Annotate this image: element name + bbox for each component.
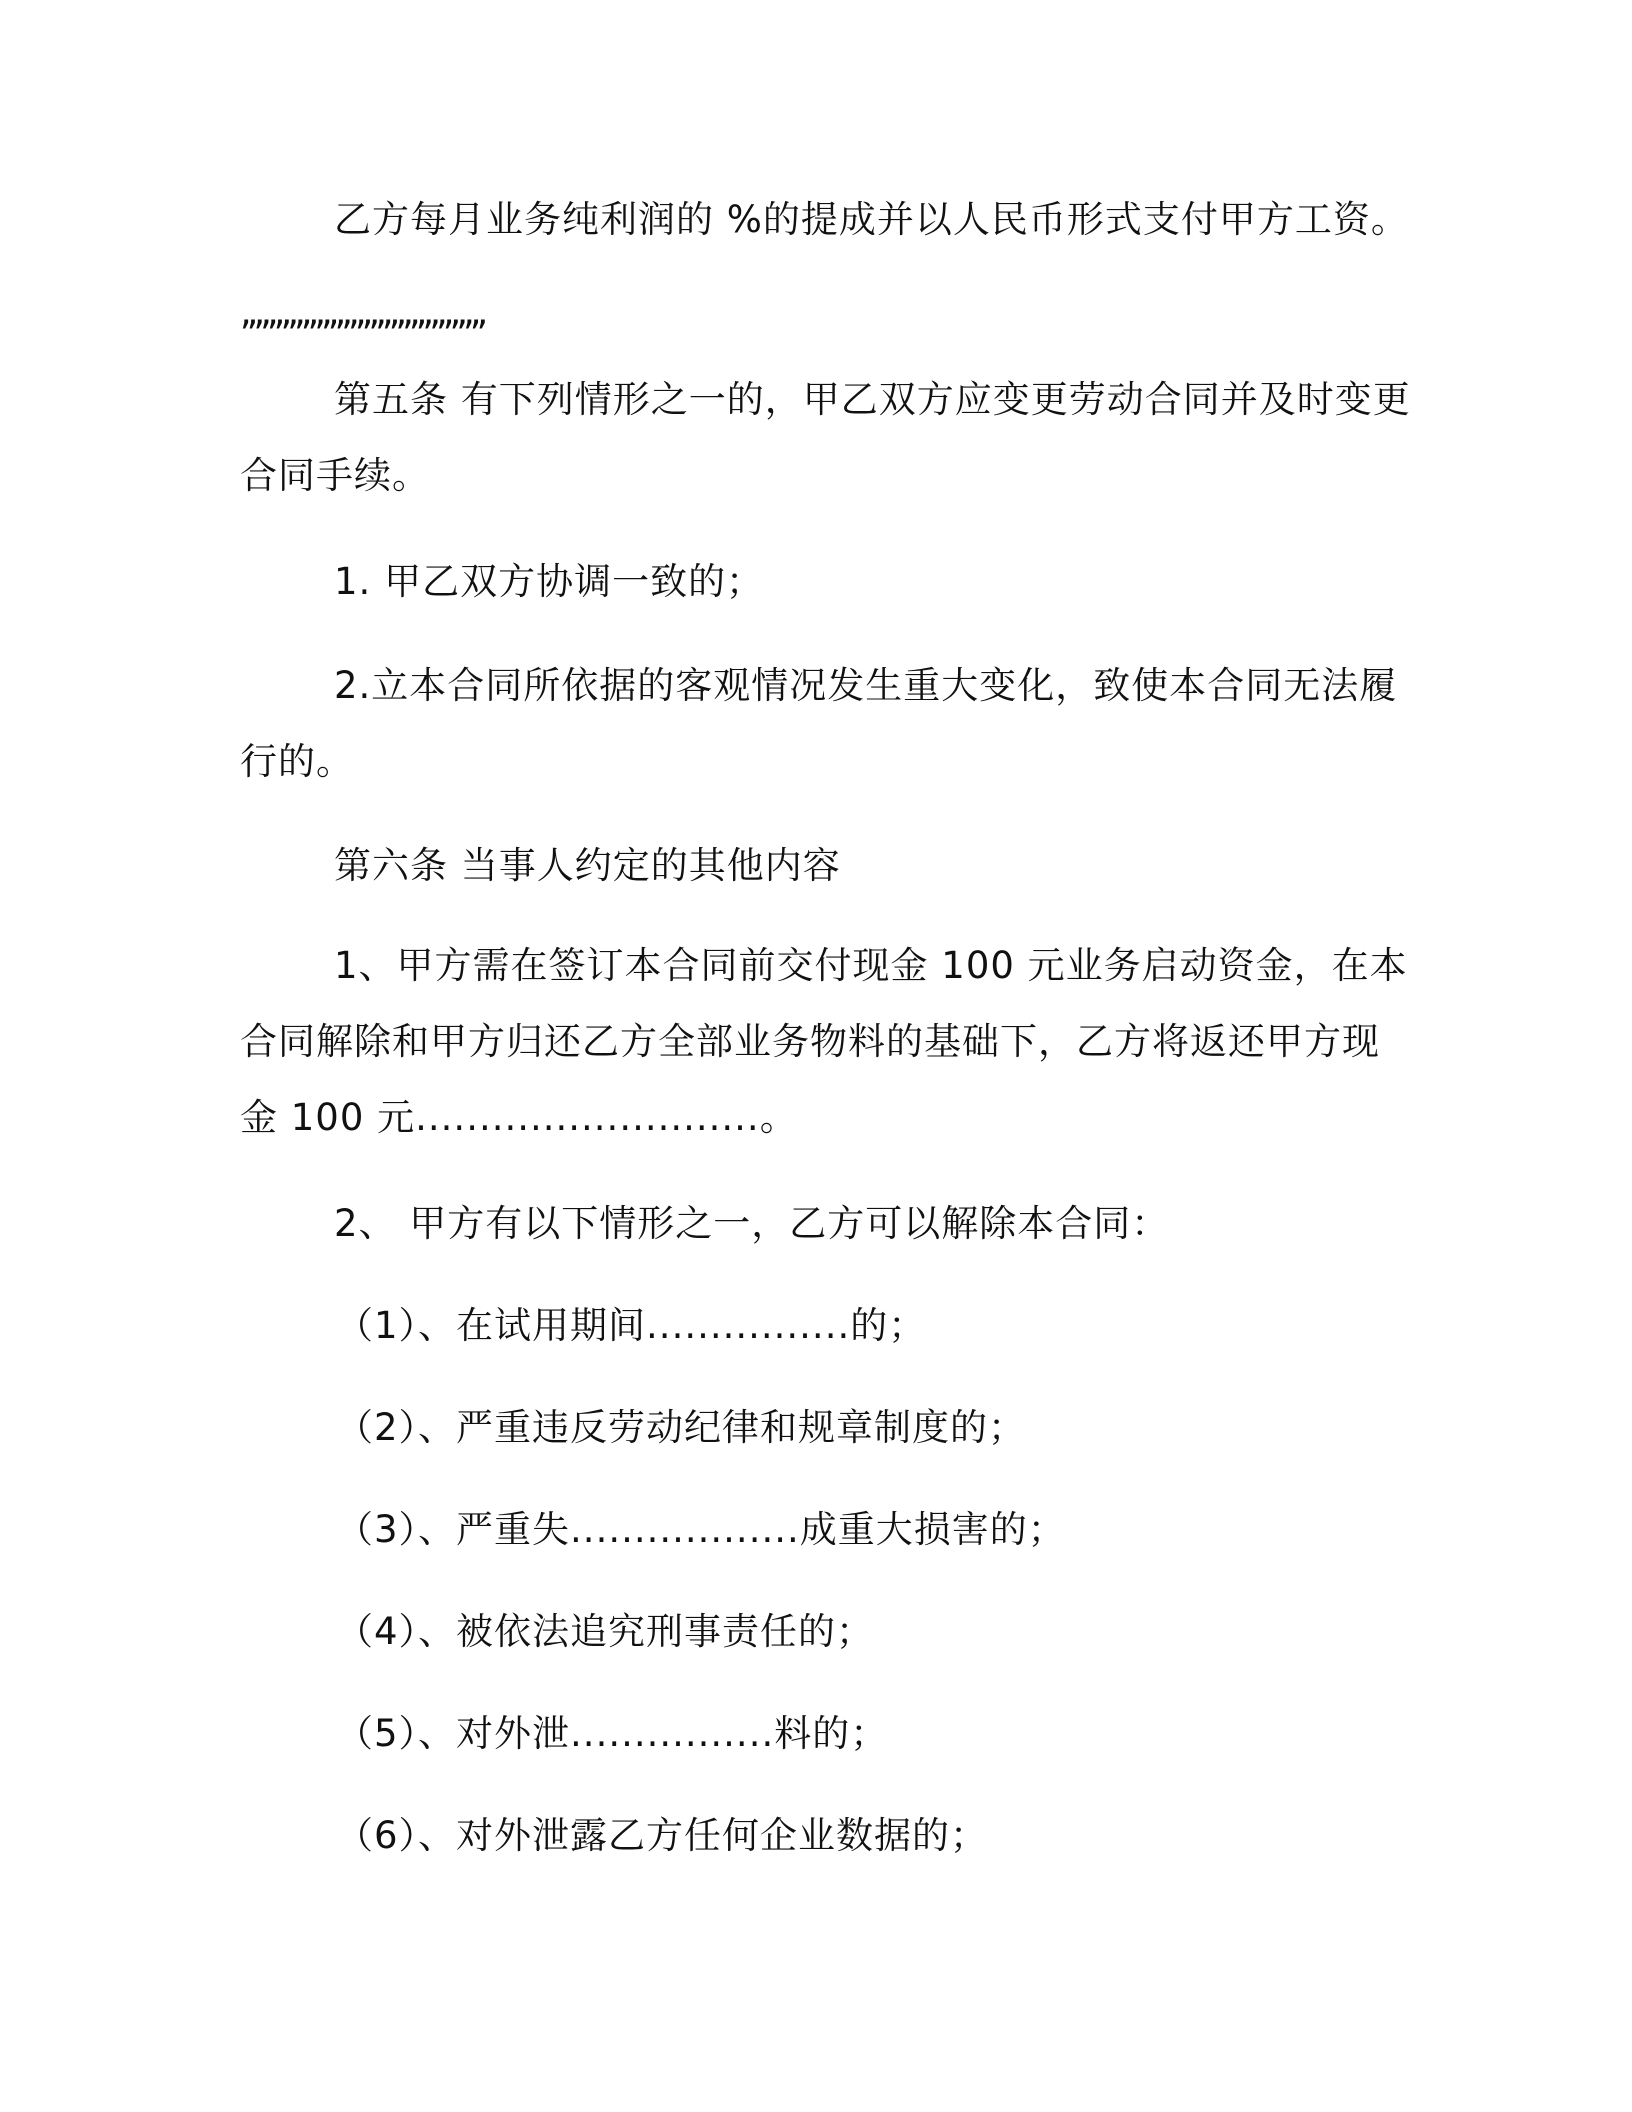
paragraph-salary-line-1: 乙方每月业务纯利润的 %的提成并以人民币形式支付甲方工资。	[334, 198, 1409, 241]
termination-condition-2: （2）、严重违反劳动纪律和规章制度的；	[336, 1406, 1027, 1449]
termination-condition-6: （6）、对外泄露乙方任何企业数据的；	[336, 1814, 989, 1857]
article-6-item-1-line-3: 金 100 元...........................。	[240, 1096, 798, 1139]
paragraph-salary-line-2: ,,,,,,,,,,,,,,,,,,,,,,,,,,,,,,,,,,,,	[240, 290, 484, 333]
article-6-item-1-line-1: 1、甲方需在签订本合同前交付现金 100 元业务启动资金，在本	[334, 944, 1408, 987]
termination-condition-1: （1）、在试用期间................的；	[336, 1304, 927, 1347]
article-5-item-1: 1. 甲乙双方协调一致的；	[334, 560, 765, 603]
article-6-item-1-line-2: 合同解除和甲方归还乙方全部业务物料的基础下，乙方将返还甲方现	[240, 1020, 1380, 1063]
termination-condition-4: （4）、被依法追究刑事责任的；	[336, 1610, 875, 1653]
article-5-item-2-line-1: 2.立本合同所依据的客观情况发生重大变化，致使本合同无法履	[334, 664, 1398, 707]
article-6-item-2: 2、 甲方有以下情形之一，乙方可以解除本合同：	[334, 1202, 1170, 1245]
article-5-heading-line-1: 第五条 有下列情形之一的，甲乙双方应变更劳动合同并及时变更	[334, 378, 1411, 421]
termination-condition-5: （5）、对外泄................料的；	[336, 1712, 889, 1755]
article-6-heading: 第六条 当事人约定的其他内容	[334, 844, 841, 887]
article-5-item-2-line-2: 行的。	[240, 740, 354, 783]
article-5-heading-line-2: 合同手续。	[240, 454, 430, 497]
termination-condition-3: （3）、严重失..................成重大损害的；	[336, 1508, 1066, 1551]
